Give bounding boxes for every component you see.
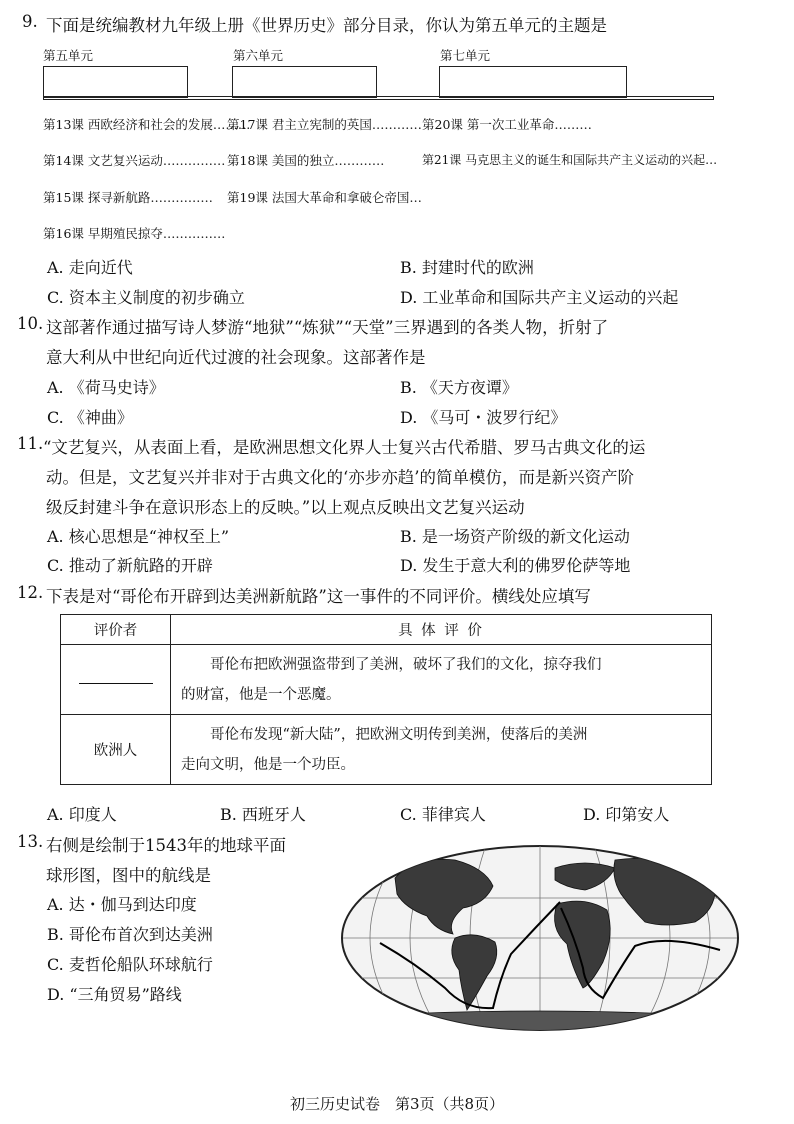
evaluation-text — [171, 645, 712, 715]
header-evaluation: 具 体 评 价 — [171, 615, 712, 645]
unit-6-box — [232, 66, 377, 98]
q11-line-3: 级反封建斗争在意识形态上的反映。”以上观点反映出文艺复兴运动 — [46, 498, 525, 517]
q13-option-a[interactable]: A. 达・伽马到达印度 — [47, 895, 197, 914]
timeline-bar — [43, 96, 714, 100]
toc-lesson-21: 第21课 马克思主义的诞生和国际共产主义运动的兴起… — [422, 153, 718, 167]
q13-line-2: 球形图，图中的航线是 — [46, 866, 211, 885]
q13-number: 13. — [17, 832, 44, 851]
toc-lesson-17: 第17课 君主立宪制的英国………… — [227, 117, 422, 132]
q9-option-d[interactable]: D. 工业革命和国际共产主义运动的兴起 — [400, 288, 679, 307]
q13-option-c[interactable]: C. 麦哲伦船队环球航行 — [47, 955, 213, 974]
blank-evaluator-cell — [61, 645, 171, 715]
evaluation-line: 哥伦布把欧洲强盗带到了美洲，破坏了我们的文化，掠夺我们 — [210, 656, 602, 673]
q13-option-b[interactable]: B. 哥伦布首次到达美洲 — [47, 925, 213, 944]
q9-option-b[interactable]: B. 封建时代的欧洲 — [400, 258, 534, 277]
q10-option-d[interactable]: D. 《马可・波罗行纪》 — [400, 408, 567, 427]
q10-line-2: 意大利从中世纪向近代过渡的社会现象。这部著作是 — [46, 348, 426, 367]
unit-6-label: 第六单元 — [233, 48, 284, 63]
evaluator-cell: 欧洲人 — [61, 715, 171, 785]
evaluation-line: 哥伦布发现“新大陆”，把欧洲文明传到美洲，使落后的美洲 — [210, 726, 588, 743]
q13-line-1: 右侧是绘制于1543年的地球平面 — [46, 836, 286, 855]
evaluation-line: 走向文明，他是一个功臣。 — [181, 756, 355, 773]
page-footer: 初三历史试卷 第3页（共8页） — [289, 1095, 505, 1113]
toc-lesson-18: 第18课 美国的独立………… — [227, 153, 385, 168]
q11-option-b[interactable]: B. 是一场资产阶级的新文化运动 — [400, 527, 630, 546]
q10-option-a[interactable]: A. 《荷马史诗》 — [47, 378, 165, 397]
toc-lesson-15: 第15课 探寻新航路…………… — [43, 190, 213, 205]
table-row — [61, 715, 712, 785]
q10-option-b[interactable]: B. 《天方夜谭》 — [400, 378, 518, 397]
q11-number: 11. — [17, 434, 44, 453]
q11-option-d[interactable]: D. 发生于意大利的佛罗伦萨等地 — [400, 556, 631, 575]
q9-stem: 下面是统编教材九年级上册《世界历史》部分目录，你认为第五单元的主题是 — [46, 16, 607, 35]
q12-stem: 下表是对“哥伦布开辟到达美洲新航路”这一事件的不同评价。横线处应填写 — [46, 587, 591, 606]
evaluation-text — [171, 715, 712, 785]
toc-lesson-19: 第19课 法国大革命和拿破仑帝国… — [227, 190, 422, 205]
q12-option-d[interactable]: D. 印第安人 — [583, 805, 670, 824]
q11-line-1: “文艺复兴，从表面上看，是欧洲思想文化界人士复兴古代希腊、罗马古典文化的运 — [43, 438, 646, 457]
q10-option-c[interactable]: C. 《神曲》 — [47, 408, 133, 427]
q12-option-a[interactable]: A. 印度人 — [47, 805, 117, 824]
unit-5-box — [43, 66, 188, 98]
evaluation-table — [60, 614, 712, 785]
toc-lesson-16: 第16课 早期殖民掠夺…………… — [43, 226, 226, 241]
q11-option-c[interactable]: C. 推动了新航路的开辟 — [47, 556, 213, 575]
q12-option-b[interactable]: B. 西班牙人 — [220, 805, 306, 824]
q13-option-d[interactable]: D. “三角贸易”路线 — [47, 985, 182, 1004]
toc-lesson-20: 第20课 第一次工业革命……… — [422, 117, 592, 132]
q12-option-c[interactable]: C. 菲律宾人 — [400, 805, 486, 824]
q10-line-1: 这部著作通过描写诗人梦游“地狱”“炼狱”“天堂”三界遇到的各类人物，折射了 — [46, 318, 609, 337]
q11-line-2: 动。但是，文艺复兴并非对于古典文化的‘亦步亦趋’的简单模仿，而是新兴资产阶 — [46, 468, 634, 487]
q9-option-a[interactable]: A. 走向近代 — [47, 258, 133, 277]
evaluation-line: 的财富，他是一个恶魔。 — [181, 686, 341, 703]
unit-5-label: 第五单元 — [43, 48, 94, 63]
table-header-row — [61, 615, 712, 645]
q9-number: 9. — [22, 12, 38, 31]
toc-lesson-13: 第13课 西欧经济和社会的发展……… — [43, 117, 251, 132]
q9-option-c[interactable]: C. 资本主义制度的初步确立 — [47, 288, 245, 307]
header-evaluator: 评价者 — [61, 615, 171, 645]
toc-lesson-14: 第14课 文艺复兴运动…………… — [43, 153, 226, 168]
q12-number: 12. — [17, 583, 44, 602]
answer-blank — [79, 683, 153, 684]
q10-number: 10. — [17, 314, 44, 333]
unit-7-box — [439, 66, 627, 98]
q11-option-a[interactable]: A. 核心思想是“神权至上” — [47, 527, 230, 546]
unit-7-label: 第七单元 — [440, 48, 491, 63]
table-row — [61, 645, 712, 715]
world-map-1543-image — [335, 838, 745, 1038]
